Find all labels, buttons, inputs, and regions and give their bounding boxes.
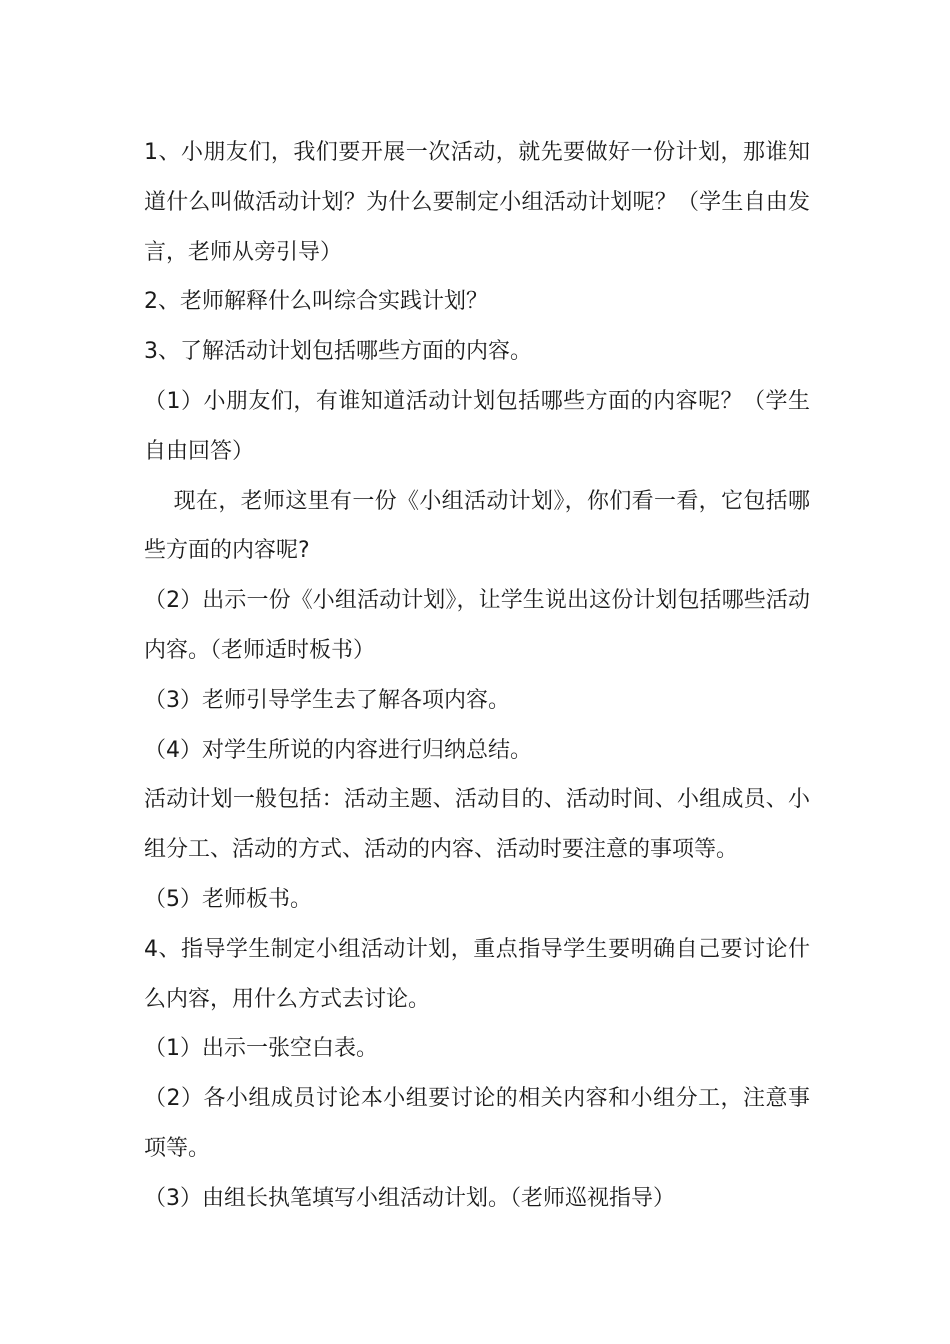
- paragraph-step-2: 2、老师解释什么叫综合实践计划？: [144, 289, 488, 315]
- paragraph-step-3: 3、了解活动计划包括哪些方面的内容。: [144, 339, 532, 365]
- paragraph-plan-summary: 活动计划一般包括：活动主题、活动目的、活动时间、小组成员、小组分工、活动的方式、活动的内容、活动时要注意的事项等。: [144, 787, 810, 863]
- paragraph-step-4-1: （1）出示一张空白表。: [144, 1036, 378, 1062]
- document-body: [144, 128, 810, 1224]
- paragraph-step-1: 1、小朋友们，我们要开展一次活动，就先要做好一份计划，那谁知道什么叫做活动计划？为什么要制定小组活动计划呢？（学生自由发言，老师从旁引导）: [144, 140, 810, 265]
- paragraph-step-3-5: （5）老师板书。: [144, 886, 312, 912]
- paragraph-step-3-1: （1）小朋友们，有谁知道活动计划包括哪些方面的内容呢？（学生自由回答）: [144, 388, 810, 464]
- paragraph-step-3-3: （3）老师引导学生去了解各项内容。: [144, 687, 510, 713]
- paragraph-step-3-2: （2）出示一份《小组活动计划》，让学生说出这份计划包括哪些活动内容。（老师适时板书）: [144, 588, 810, 663]
- paragraph-step-4: 4、指导学生制定小组活动计划，重点指导学生要明确自己要讨论什么内容，用什么方式去讨论。: [144, 936, 810, 1012]
- paragraph-step-4-2: （2）各小组成员讨论本小组要讨论的相关内容和小组分工，注意事项等。: [144, 1086, 810, 1161]
- paragraph-step-3-4: （4）对学生所说的内容进行归纳总结。: [144, 737, 532, 763]
- paragraph-step-3-1-note: 现在，老师这里有一份《小组活动计划》，你们看一看，它包括哪些方面的内容呢?: [144, 488, 810, 564]
- paragraph-step-4-3: （3）由组长执笔填写小组活动计划。（老师巡视指导）: [144, 1185, 675, 1211]
